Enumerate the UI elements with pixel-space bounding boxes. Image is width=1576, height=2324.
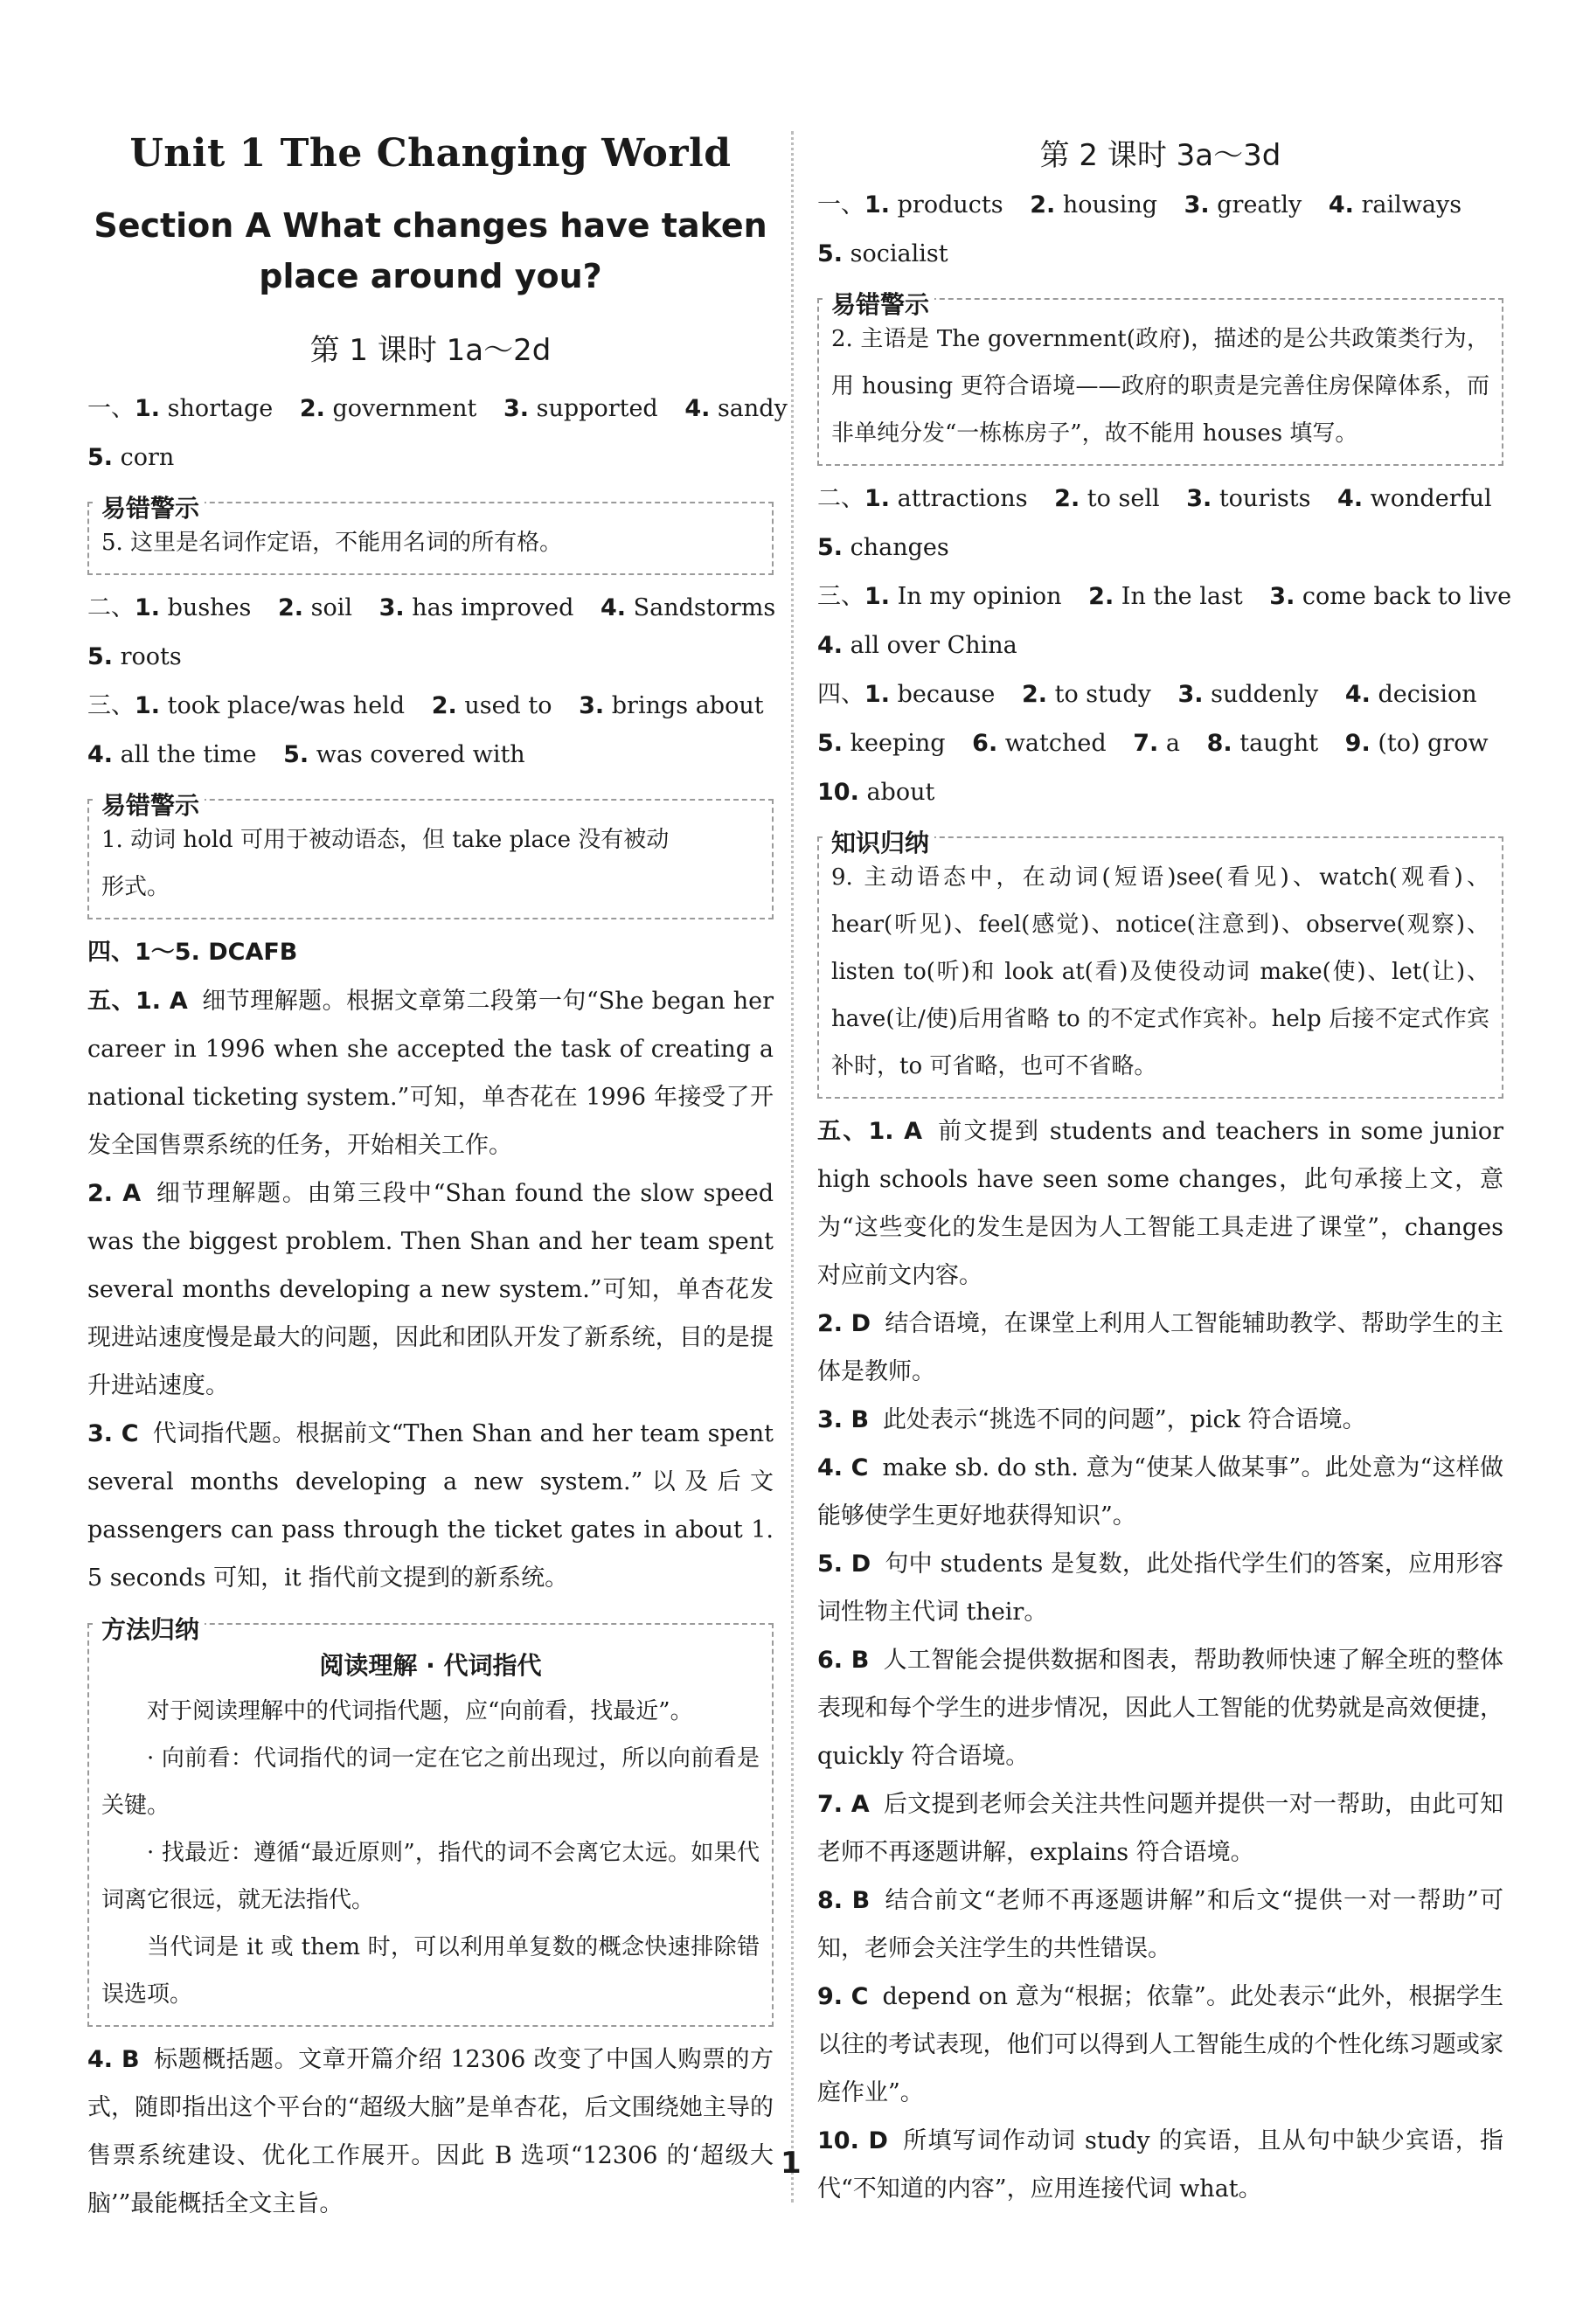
answer: a xyxy=(1165,730,1180,757)
item-number: 9. xyxy=(1344,730,1371,757)
right-part3-line1 xyxy=(817,572,1512,621)
method-text: · 找最近：遵循“最近原则”，指代的词不会离它太远。如果代词离它很远，就无法指代。 xyxy=(101,1840,760,1913)
warning-text: 5. 这里是名词作定语，不能用名词的所有格。 xyxy=(101,530,563,556)
item-number: 2. xyxy=(1054,485,1080,512)
item-number: 3. xyxy=(1269,583,1295,610)
column-divider xyxy=(791,131,794,2203)
answer-label: 8. B xyxy=(817,1887,871,1914)
item-number: 1. xyxy=(864,191,891,219)
answer: shortage xyxy=(167,395,274,422)
warning-text-line2: 形式。 xyxy=(101,874,170,900)
answer: railways xyxy=(1361,191,1462,219)
right-column xyxy=(817,122,1512,2213)
right-part4-line2 xyxy=(817,719,1503,768)
answer: Sandstorms xyxy=(633,594,776,621)
left-part3-line1 xyxy=(87,682,774,731)
answer: to sell xyxy=(1087,485,1160,512)
method-text: 当代词是 it 或 them 时，可以利用单复数的概念快速排除错误选项。 xyxy=(101,1934,760,2008)
warning-text: 2. 主语是 The government(政府)，描述的是公共政策类行为，用 housing 更符合语境——政府的职责是完善住房保障体系，而非单纯分发“一栋栋房子”，故不能用 houses 填写。 xyxy=(831,326,1489,447)
answer-label: 4. C xyxy=(817,1454,869,1481)
answer-label: 五、1. A xyxy=(87,988,188,1015)
item-number: 5. xyxy=(817,534,844,561)
method-text: · 向前看：代词指代的词一定在它之前出现过，所以向前看是关键。 xyxy=(101,1745,760,1819)
answer-explanation xyxy=(87,1169,774,1410)
answer: supported xyxy=(536,395,658,422)
answer: sandy xyxy=(717,395,788,422)
answer: because xyxy=(897,681,996,708)
box-label: 易错警示 xyxy=(826,288,934,323)
answer-explanation xyxy=(87,2036,774,2228)
right-part4-line3 xyxy=(817,768,1503,817)
answer: soil xyxy=(310,594,353,621)
part-prefix: 一、 xyxy=(817,191,864,219)
item-number: 2. xyxy=(431,692,457,719)
answer: changes xyxy=(850,534,949,561)
item-number: 4. xyxy=(600,594,627,621)
item-number: 3. xyxy=(1184,191,1210,219)
right-part1-line2 xyxy=(817,230,1503,279)
item-number: 1. xyxy=(864,485,891,512)
answer: products xyxy=(897,191,1003,219)
lesson2-title: 第 2 课时 3a～3d xyxy=(1039,138,1281,173)
explanation-text: 标题概括题。文章开篇介绍 12306 改变了中国人购票的方式，随即指出这个平台的“超级大脑”是单杏花，后文围绕她主导的售票系统建设、优化工作展开。因此 B 选项“12306 的‘超级大脑’”最能概括全文主旨。 xyxy=(87,2046,774,2217)
answer-label: 9. C xyxy=(817,1983,869,2010)
answer-label: 6. B xyxy=(817,1647,870,1674)
part-prefix: 二、 xyxy=(817,485,864,512)
box-label: 方法归纳 xyxy=(96,1613,205,1648)
error-warning-box xyxy=(87,791,774,919)
item-number: 3. xyxy=(1177,681,1204,708)
answer-explanation xyxy=(817,1877,1503,1973)
part-prefix: 三、 xyxy=(87,692,135,719)
answer-explanation xyxy=(87,977,774,1169)
item-number: 3. xyxy=(1186,485,1212,512)
answer: suddenly xyxy=(1211,681,1319,708)
item-number: 2. xyxy=(299,395,325,422)
section-title xyxy=(87,200,774,302)
left-part2-line2 xyxy=(87,633,774,682)
explanation-text: 人工智能会提供数据和图表，帮助教师快速了解全班的整体表现和每个学生的进步情况，因此人工智能的优势就是高效便捷，quickly 符合语境。 xyxy=(817,1647,1504,1770)
item-number: 5. xyxy=(87,444,114,471)
answer-label: 3. C xyxy=(87,1420,139,1447)
item-number: 5. xyxy=(817,730,844,757)
unit-title: Unit 1 The Changing World xyxy=(129,131,732,176)
answer-label: 3. B xyxy=(817,1406,870,1433)
explanation-text: 细节理解题。根据文章第二段第一句“She began her career in 1996 when she accepted the task of creating a national ticketing system.”可知，单杏花在 1996 年接受了开发全国售票系统的任务，开始相关工作。 xyxy=(87,988,774,1159)
explanation-text: 结合前文“老师不再逐题讲解”和后文“提供一对一帮助”可知，老师会关注学生的共性错误。 xyxy=(817,1887,1503,1962)
answer: wonderful xyxy=(1370,485,1492,512)
item-number: 3. xyxy=(503,395,530,422)
explanation-text: 前文提到 students and teachers in some junior high schools have seen some changes，此句承接上文，意为“这些变化的发生是因为人工智能工具走进了课堂”，changes 对应前文内容。 xyxy=(817,1118,1504,1289)
answer: to study xyxy=(1054,681,1151,708)
answer: attractions xyxy=(897,485,1028,512)
item-number: 5. xyxy=(817,240,844,267)
answer-label: 5. D xyxy=(817,1550,871,1578)
item-number: 3. xyxy=(579,692,605,719)
box-label: 知识归纳 xyxy=(826,826,934,861)
answer-explanation xyxy=(817,1540,1503,1636)
item-number: 5. xyxy=(87,643,114,670)
answer-label: 五、1. A xyxy=(817,1118,923,1145)
item-number: 4. xyxy=(87,741,114,768)
answer-label: 2. A xyxy=(87,1180,142,1207)
item-number: 4. xyxy=(1328,191,1354,219)
answer-explanation xyxy=(817,1780,1503,1877)
left-part3-line2 xyxy=(87,731,774,780)
answer: bushes xyxy=(167,594,252,621)
answer: come back to live xyxy=(1302,583,1512,610)
answer-explanation xyxy=(817,1107,1503,1300)
answer: brings about xyxy=(611,692,764,719)
item-number: 2. xyxy=(1030,191,1056,219)
answer: watched xyxy=(1004,730,1107,757)
answer: all over China xyxy=(850,632,1017,659)
right-part4-line1 xyxy=(817,670,1503,719)
part-prefix: 二、 xyxy=(87,594,135,621)
answer: socialist xyxy=(850,240,948,267)
left-part4: 四、1～5. DCAFB xyxy=(87,939,298,966)
answer-explanation xyxy=(87,1410,774,1602)
answer: used to xyxy=(464,692,552,719)
right-part1-line1 xyxy=(817,181,1503,230)
answer: housing xyxy=(1062,191,1158,219)
box-label: 易错警示 xyxy=(96,491,205,526)
answer-explanation xyxy=(817,1636,1503,1780)
item-number: 4. xyxy=(684,395,711,422)
explanation-text: 句中 students 是复数，此处指代学生们的答案，应用形容词性物主代词 their。 xyxy=(817,1550,1504,1626)
left-part1-line1 xyxy=(87,385,788,434)
lesson1-title: 第 1 课时 1a～2d xyxy=(309,333,552,368)
answer-label: 4. B xyxy=(87,2046,140,2073)
method-heading: 阅读理解 · 代词指代 xyxy=(319,1651,542,1680)
answer: all the time xyxy=(120,741,257,768)
item-number: 2. xyxy=(1088,583,1114,610)
explanation-text: 结合语境，在课堂上利用人工智能辅助教学、帮助学生的主体是教师。 xyxy=(817,1310,1504,1385)
item-number: 1. xyxy=(864,583,891,610)
error-warning-box xyxy=(817,290,1503,466)
answer: government xyxy=(332,395,477,422)
knowledge-text: 9. 主动语态中，在动词(短语)see(看见)、watch(观看)、hear(听见)、feel(感觉)、notice(注意到)、observe(观察)、listen to(听)和 look at(看)及使役动词 make(使)、let(让)、have(让/使)后用省略 to 的不定式作宾补。help 后接不定式作宾补时，to 可省略，也可不省略。 xyxy=(831,864,1489,1079)
answer: tourists xyxy=(1218,485,1311,512)
item-number: 10. xyxy=(817,779,859,806)
right-part3-line2 xyxy=(817,621,1503,670)
answer-label: 10. D xyxy=(817,2127,888,2154)
item-number: 6. xyxy=(972,730,998,757)
box-label: 易错警示 xyxy=(96,788,205,823)
answer: In the last xyxy=(1121,583,1243,610)
item-number: 1. xyxy=(135,395,161,422)
explanation-text: make sb. do sth. 意为“使某人做某事”。此处意为“这样做能够使学生更好地获得知识”。 xyxy=(817,1454,1503,1530)
left-part2-line1 xyxy=(87,584,774,633)
answer: corn xyxy=(120,444,175,471)
answer: (to) grow xyxy=(1378,730,1489,757)
page-number: 1 xyxy=(781,2146,802,2181)
explanation-text: 所填写词作动词 study 的宾语，且从句中缺少宾语，指代“不知道的内容”，应用连接代词 what。 xyxy=(817,2127,1503,2203)
explanation-text: 后文提到老师会关注共性问题并提供一对一帮助，由此可知老师不再逐题讲解，explains 符合语境。 xyxy=(817,1791,1503,1866)
method-text: 对于阅读理解中的代词指代题，应“向前看，找最近”。 xyxy=(147,1698,693,1724)
warning-text-line1: 1. 动词 hold 可用于被动语态，但 take place 没有被动 xyxy=(101,827,670,853)
item-number: 2. xyxy=(278,594,304,621)
answer-explanation xyxy=(817,1444,1503,1540)
left-part1-line2 xyxy=(87,434,774,482)
left-column xyxy=(87,122,788,2228)
item-number: 8. xyxy=(1206,730,1232,757)
explanation-text: 此处表示“挑选不同的问题”，pick 符合语境。 xyxy=(883,1406,1366,1433)
right-part2-line2 xyxy=(817,524,1503,572)
explanation-text: 代词指代题。根据前文“Then Shan and her team spent several months developing a new system.”以及后文 passengers can pass through the ticket gates in about 1. 5 seconds 可知，it 指代前文提到的新系统。 xyxy=(87,1420,774,1592)
answer-explanation xyxy=(817,2117,1503,2213)
explanation-text: 细节理解题。由第三段中“Shan found the slow speed was the biggest problem. Then Shan and her team spent several months developing a new system.”可知，单杏花发现进站速度慢是最大的问题，因此和团队开发了新系统，目的是提升进站速度。 xyxy=(87,1180,774,1399)
answer: about xyxy=(866,779,935,806)
answer: greatly xyxy=(1217,191,1302,219)
item-number: 7. xyxy=(1133,730,1159,757)
answer-explanation xyxy=(817,1396,1503,1444)
item-number: 3. xyxy=(378,594,405,621)
answer: took place/was held xyxy=(167,692,406,719)
answer-label: 7. A xyxy=(817,1791,870,1818)
item-number: 4. xyxy=(817,632,844,659)
right-part2-line1 xyxy=(817,475,1503,524)
item-number: 1. xyxy=(135,692,161,719)
answer: decision xyxy=(1378,681,1477,708)
method-summary-box xyxy=(87,1615,774,2027)
knowledge-summary-box xyxy=(817,829,1503,1099)
answer-explanation xyxy=(817,1973,1503,2117)
answer: roots xyxy=(120,643,182,670)
item-number: 1. xyxy=(135,594,161,621)
answer: taught xyxy=(1239,730,1319,757)
item-number: 1. xyxy=(864,681,891,708)
explanation-text: depend on 意为“根据；依靠”。此处表示“此外，根据学生以往的考试表现，他们可以得到人工智能生成的个性化练习题或家庭作业”。 xyxy=(817,1983,1504,2106)
section-title-line2: place around you? xyxy=(259,257,602,295)
answer: has improved xyxy=(412,594,574,621)
answer-explanation xyxy=(817,1300,1503,1396)
section-title-line1: Section A What changes have taken xyxy=(94,206,767,245)
item-number: 4. xyxy=(1344,681,1371,708)
item-number: 4. xyxy=(1337,485,1364,512)
part-prefix: 一、 xyxy=(87,395,135,422)
item-number: 5. xyxy=(283,741,309,768)
part-prefix: 四、 xyxy=(817,681,864,708)
answer: In my opinion xyxy=(897,583,1062,610)
item-number: 2. xyxy=(1021,681,1047,708)
answer: was covered with xyxy=(316,741,525,768)
part-prefix: 三、 xyxy=(817,583,864,610)
answer-label: 2. D xyxy=(817,1310,871,1337)
error-warning-box xyxy=(87,494,774,575)
answer: keeping xyxy=(850,730,946,757)
